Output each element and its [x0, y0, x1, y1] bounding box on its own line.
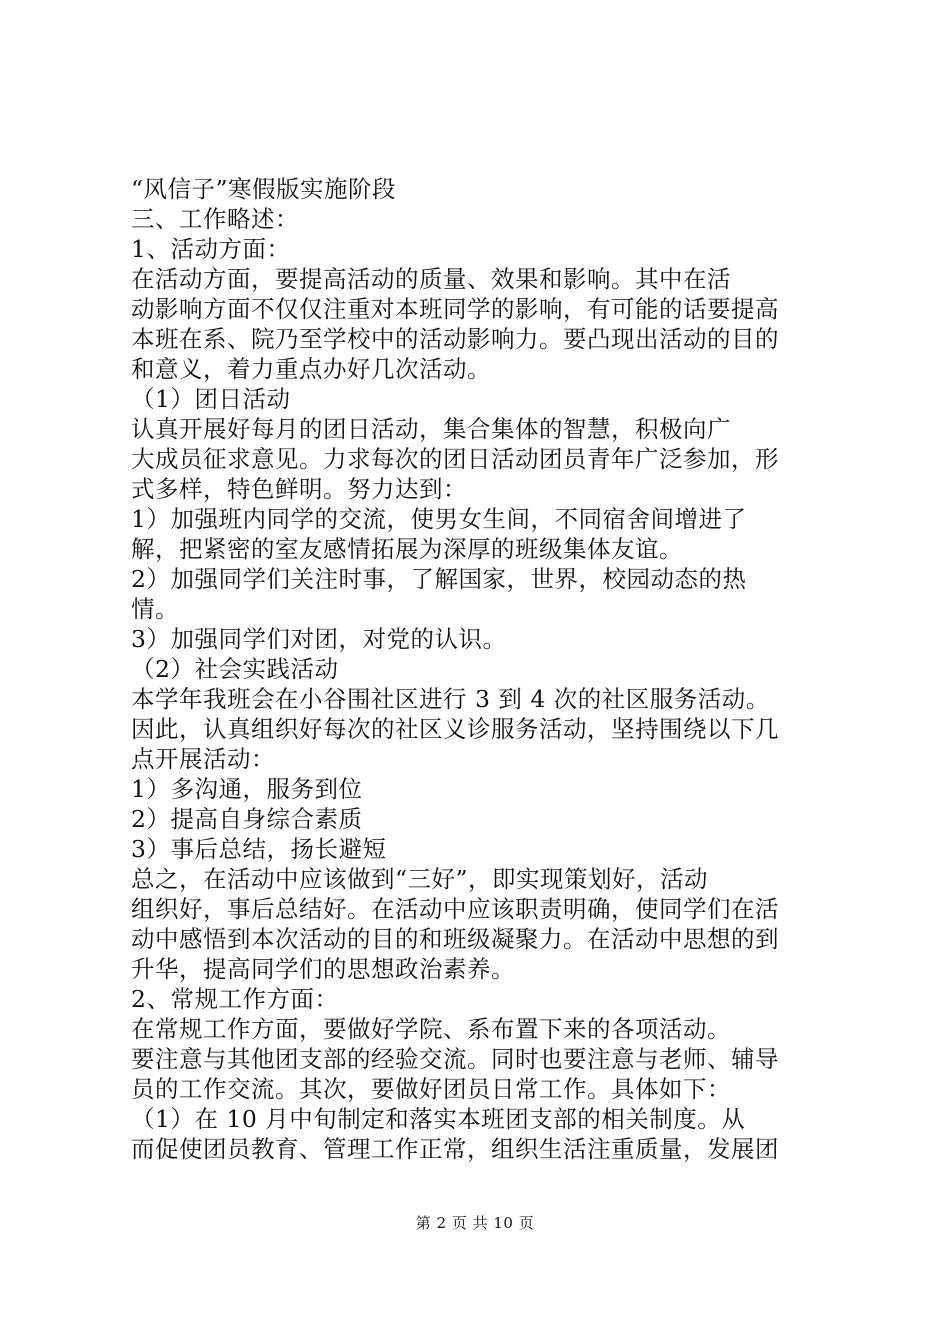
text-line: 2、常规工作方面： [131, 985, 339, 1013]
text-line: 本学年我班会在小谷围社区进行 3 到 4 次的社区服务活动。 [131, 685, 770, 713]
text-line: 在活动方面，要提高活动的质量、效果和影响。其中在活 [131, 265, 731, 293]
text-line: （1）在 10 月中旬制定和落实本班团支部的相关制度。从 [131, 1105, 746, 1133]
document-body [131, 174, 831, 1164]
text-line: 员的工作交流。其次，要做好团员日常工作。具体如下： [131, 1075, 731, 1103]
text-line: 动中感悟到本次活动的目的和班级凝聚力。在活动中思想的到 [131, 925, 779, 953]
text-line: 而促使团员教育、管理工作正常，组织生活注重质量，发展团 [131, 1135, 779, 1163]
text-line: 在常规工作方面，要做好学院、系布置下来的各项活动。 [131, 1015, 731, 1043]
text-line: 大成员征求意见。力求每次的团日活动团员青年广泛参加，形 [131, 445, 779, 473]
text-line: 1）多沟通，服务到位 [131, 775, 363, 803]
text-line: 式多样，特色鲜明。努力达到： [131, 475, 467, 503]
text-line: 本班在系、院乃至学校中的活动影响力。要凸现出活动的目的 [131, 325, 779, 353]
text-line: 1）加强班内同学的交流，使男女生间，不同宿舍间增进了 [131, 505, 747, 533]
text-line: 动影响方面不仅仅注重对本班同学的影响，有可能的话要提高 [131, 295, 779, 323]
text-line: 解，把紧密的室友感情拓展为深厚的班级集体友谊。 [131, 535, 683, 563]
text-line: 总之，在活动中应该做到“三好”，即实现策划好，活动 [131, 865, 709, 893]
text-line: 2）提高自身综合素质 [131, 805, 363, 833]
text-line: 组织好，事后总结好。在活动中应该职责明确，使同学们在活 [131, 895, 779, 923]
text-line: 三、工作略述： [131, 205, 299, 233]
page-number-footer: 第 2 页 共 10 页 [415, 1214, 535, 1232]
text-line: 3）加强同学们对团，对党的认识。 [131, 625, 507, 653]
text-line: 点开展活动： [131, 745, 275, 773]
text-line: 升华，提高同学们的思想政治素养。 [131, 955, 515, 983]
text-line: 2）加强同学们关注时事，了解国家，世界，校园动态的热 [131, 565, 747, 593]
text-line: 和意义，着力重点办好几次活动。 [131, 355, 491, 383]
text-line: “风信子”寒假版实施阶段 [131, 175, 397, 203]
text-line: 要注意与其他团支部的经验交流。同时也要注意与老师、辅导 [131, 1045, 779, 1073]
text-line: 情。 [131, 595, 179, 623]
text-line: 认真开展好每月的团日活动，集合集体的智慧，积极向广 [131, 415, 731, 443]
text-line: （1）团日活动 [131, 385, 291, 413]
text-line: 3）事后总结，扬长避短 [131, 835, 387, 863]
text-line: 因此，认真组织好每次的社区义诊服务活动，坚持围绕以下几 [131, 715, 779, 743]
text-line: 1、活动方面： [131, 235, 291, 263]
text-line: （2）社会实践活动 [131, 655, 339, 683]
